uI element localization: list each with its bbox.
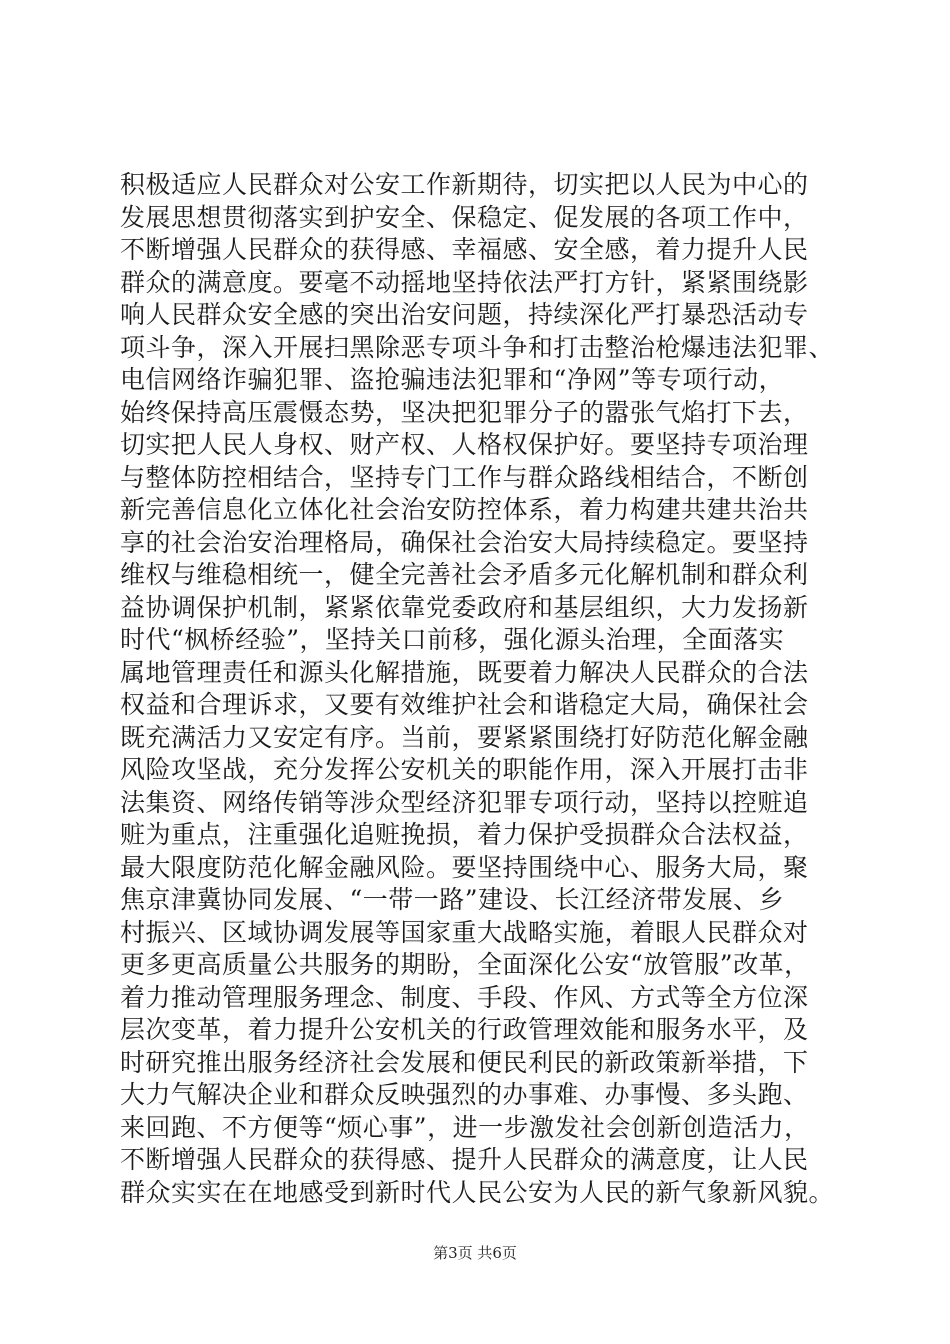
text-line: 始终保持高压震慑态势，坚决把犯罪分子的嚣张气焰打下去， — [120, 397, 809, 427]
text-line: 权益和合理诉求，又要有效维护社会和谐稳定大局，确保社会 — [120, 690, 809, 719]
text-line: 维权与维稳相统一，健全完善社会矛盾多元化解机制和群众利 — [120, 560, 809, 589]
text-line: 响人民群众安全感的突出治安问题，持续深化严打暴恐活动专 — [120, 300, 809, 329]
text-line: 群众的满意度。要毫不动摇地坚持依法严打方针，紧紧围绕影 — [120, 267, 809, 297]
page-number-footer: 第3页 共6页 — [433, 1244, 517, 1262]
text-line: 群众实实在在地感受到新时代人民公安为人民的新气象新风貌。 — [120, 1177, 835, 1207]
text-line: 着力推动管理服务理念、制度、手段、作风、方式等全方位深 — [120, 982, 809, 1012]
text-line: 赃为重点，注重强化追赃挽损，着力保护受损群众合法权益， — [120, 820, 809, 849]
text-line: 与整体防控相结合，坚持专门工作与群众路线相结合，不断创 — [120, 462, 809, 492]
text-line: 项斗争，深入开展扫黑除恶专项斗争和打击整治枪爆违法犯罪、 — [120, 332, 835, 362]
text-line: 时研究推出服务经济社会发展和便民利民的新政策新举措，下 — [120, 1047, 809, 1077]
text-line: 最大限度防范化解金融风险。要坚持围绕中心、服务大局，聚 — [120, 852, 809, 882]
text-line: 既充满活力又安定有序。当前，要紧紧围绕打好防范化解金融 — [120, 722, 809, 752]
text-line: 电信网络诈骗犯罪、盗抢骗违法犯罪和“净网”等专项行动， — [120, 365, 785, 394]
text-line: 积极适应人民群众对公安工作新期待，切实把以人民为中心的 — [120, 170, 809, 199]
text-line: 法集资、网络传销等涉众型经济犯罪专项行动，坚持以控赃追 — [120, 787, 809, 817]
text-line: 不断增强人民群众的获得感、提升人民群众的满意度，让人民 — [120, 1145, 809, 1174]
text-line: 风险攻坚战，充分发挥公安机关的职能作用，深入开展打击非 — [120, 755, 809, 784]
text-line: 不断增强人民群众的获得感、幸福感、安全感，着力提升人民 — [120, 235, 809, 264]
text-line: 切实把人民人身权、财产权、人格权保护好。要坚持专项治理 — [120, 430, 809, 459]
text-line: 属地管理责任和源头化解措施，既要着力解决人民群众的合法 — [120, 657, 809, 687]
text-line: 新完善信息化立体化社会治安防控体系，着力构建共建共治共 — [120, 495, 809, 524]
text-line: 时代“枫桥经验”，坚持关口前移，强化源头治理，全面落实 — [120, 625, 785, 654]
text-line: 益协调保护机制，紧紧依靠党委政府和基层组织，大力发扬新 — [120, 592, 809, 622]
text-line: 焦京津冀协同发展、“一带一路”建设、长江经济带发展、乡 — [120, 885, 785, 914]
body-paragraph — [120, 169, 835, 1209]
text-line: 层次变革，着力提升公安机关的行政管理效能和服务水平，及 — [120, 1015, 809, 1044]
text-line: 大力气解决企业和群众反映强烈的办事难、办事慢、多头跑、 — [120, 1080, 809, 1109]
text-line: 村振兴、区域协调发展等国家重大战略实施，着眼人民群众对 — [120, 917, 809, 947]
text-line: 来回跑、不方便等“烦心事”，进一步激发社会创新创造活力， — [120, 1112, 810, 1142]
text-line: 发展思想贯彻落实到护安全、保稳定、促发展的各项工作中， — [120, 202, 809, 232]
text-line: 享的社会治安治理格局，确保社会治安大局持续稳定。要坚持 — [120, 527, 809, 557]
text-line: 更多更高质量公共服务的期盼，全面深化公安“放管服”改革， — [120, 950, 810, 979]
